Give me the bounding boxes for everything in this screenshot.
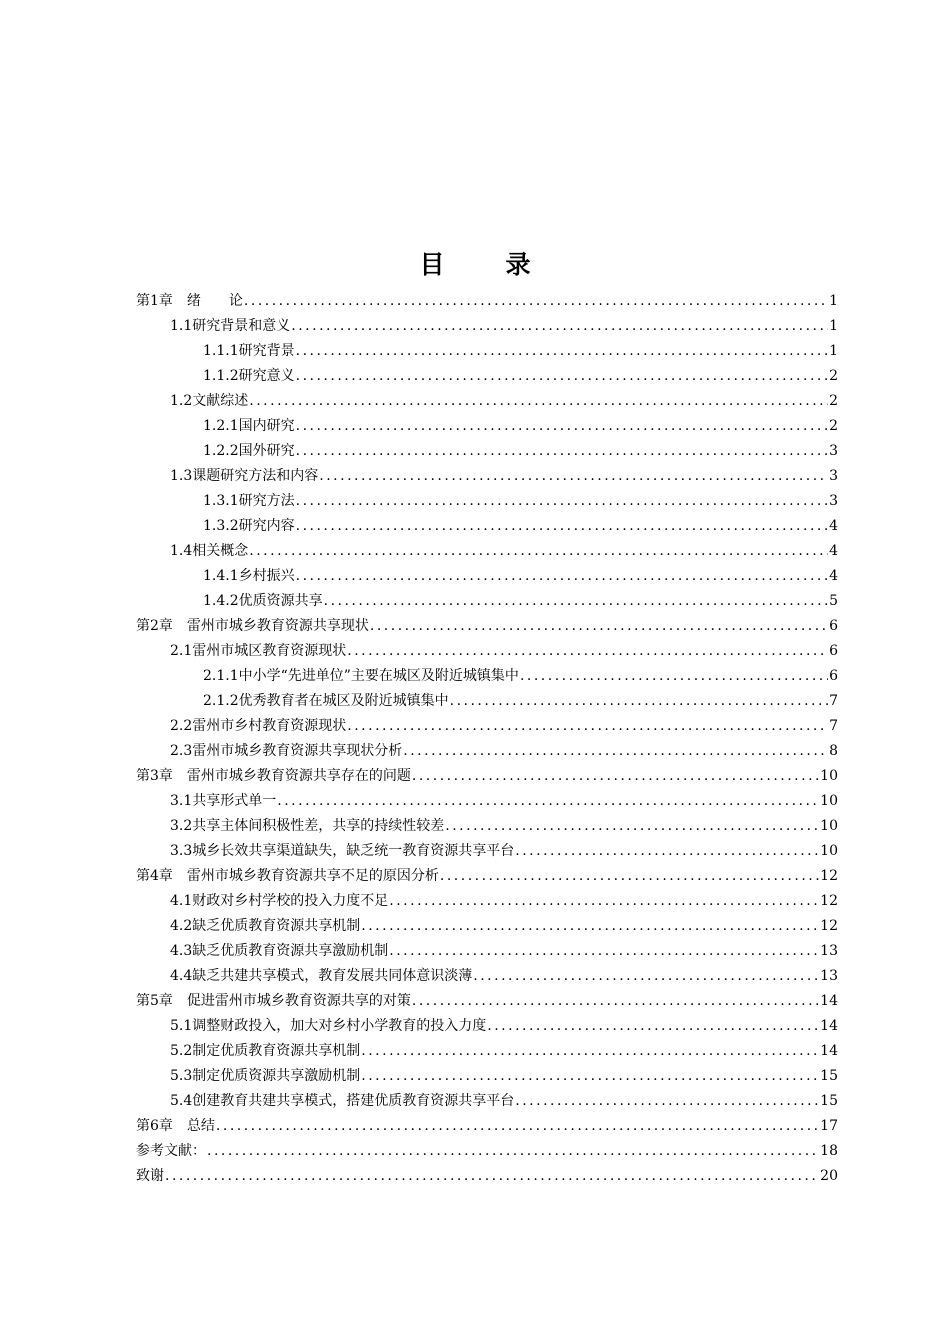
toc-entry-page-number: 2 (829, 418, 838, 434)
toc-dot-leader (515, 1089, 819, 1114)
toc-entry[interactable] (136, 889, 838, 914)
toc-entry[interactable] (136, 414, 838, 439)
toc-entry[interactable] (136, 1139, 838, 1164)
toc-entry-page-number: 18 (820, 1143, 838, 1159)
toc-entry-title: 4.2缺乏优质教育资源共享机制 (170, 918, 361, 934)
toc-entry-page-number: 3 (829, 443, 838, 459)
toc-entry-title: 参考文献： (136, 1143, 206, 1159)
toc-entry-title: 第6章 总结 (136, 1118, 215, 1134)
toc-entry-title: 致谢 (136, 1168, 164, 1184)
toc-dot-leader (515, 839, 819, 864)
toc-entry[interactable] (136, 464, 838, 489)
toc-entry-page-number: 10 (820, 818, 838, 834)
toc-entry-page-number: 12 (820, 868, 838, 884)
toc-dot-leader (277, 789, 819, 814)
toc-dot-leader (296, 439, 828, 464)
toc-entry-title: 2.1.2优秀教育者在城区及附近城镇集中 (203, 693, 449, 709)
toc-dot-leader (324, 589, 828, 614)
toc-entry-page-number: 6 (829, 643, 838, 659)
toc-dot-leader (165, 1164, 819, 1189)
toc-entry-title: 1.3.2研究内容 (203, 518, 295, 534)
toc-entry[interactable] (136, 1114, 838, 1139)
toc-entry-page-number: 17 (820, 1118, 838, 1134)
toc-entry[interactable] (136, 339, 838, 364)
toc-entry-page-number: 4 (829, 518, 838, 534)
toc-dot-leader (361, 1039, 819, 1064)
toc-dot-leader (389, 939, 819, 964)
toc-entry-title: 第4章 雷州市城乡教育资源共享不足的原因分析 (136, 868, 439, 884)
toc-entry-title: 4.4缺乏共建共享模式，教育发展共同体意识淡薄 (170, 968, 473, 984)
toc-entry-title: 5.4创建教育共建共享模式，搭建优质教育资源共享平台 (170, 1093, 515, 1109)
toc-entry-page-number: 6 (829, 668, 838, 684)
toc-dot-leader (412, 989, 819, 1014)
toc-entry[interactable] (136, 589, 838, 614)
toc-entry-page-number: 14 (820, 993, 838, 1009)
toc-dot-leader (347, 714, 828, 739)
toc-entry-page-number: 12 (820, 893, 838, 909)
toc-entry-page-number: 12 (820, 918, 838, 934)
toc-entry[interactable] (136, 689, 838, 714)
toc-entry-title: 4.1财政对乡村学校的投入力度不足 (170, 893, 389, 909)
toc-entry-page-number: 1 (829, 343, 838, 359)
page-title: 目 录 (419, 250, 549, 279)
toc-entry[interactable] (136, 614, 838, 639)
toc-entry-title: 2.3雷州市城乡教育资源共享现状分析 (170, 743, 403, 759)
toc-entry[interactable] (136, 1064, 838, 1089)
toc-dot-leader (244, 289, 828, 314)
toc-entry-title: 2.1.1中小学“先进单位”主要在城区及附近城镇集中 (203, 668, 519, 684)
toc-entry[interactable] (136, 714, 838, 739)
toc-entry-page-number: 3 (829, 493, 838, 509)
toc-dot-leader (361, 1064, 819, 1089)
toc-entry[interactable] (136, 964, 838, 989)
toc-entry-page-number: 14 (820, 1018, 838, 1034)
toc-entry[interactable] (136, 664, 838, 689)
toc-entry-title: 第1章 绪 论 (136, 293, 243, 309)
toc-entry-title: 5.2制定优质教育资源共享机制 (170, 1043, 361, 1059)
toc-entry-title: 1.4.1乡村振兴 (203, 568, 295, 584)
toc-dot-leader (296, 364, 828, 389)
toc-dot-leader (412, 764, 819, 789)
toc-entry-page-number: 4 (829, 568, 838, 584)
toc-dot-leader (296, 489, 828, 514)
toc-entry[interactable] (136, 764, 838, 789)
toc-dot-leader (296, 564, 828, 589)
toc-entry-title: 4.3缺乏优质教育资源共享激励机制 (170, 943, 389, 959)
toc-entry-page-number: 4 (829, 543, 838, 559)
toc-entry-page-number: 10 (820, 843, 838, 859)
toc-entry-title: 1.2.1国内研究 (203, 418, 295, 434)
toc-entry[interactable] (136, 914, 838, 939)
toc-entry-title: 1.2.2国外研究 (203, 443, 295, 459)
toc-entry-title: 3.2共享主体间积极性差，共享的持续性较差 (170, 818, 445, 834)
toc-entry-page-number: 7 (829, 718, 838, 734)
toc-dot-leader (207, 1139, 819, 1164)
toc-dot-leader (473, 964, 819, 989)
toc-dot-leader (249, 389, 828, 414)
toc-dot-leader (389, 889, 819, 914)
toc-entry-title: 第5章 促进雷州市城乡教育资源共享的对策 (136, 993, 411, 1009)
toc-entry-page-number: 20 (820, 1168, 838, 1184)
toc-entry[interactable] (136, 939, 838, 964)
toc-entry[interactable] (136, 389, 838, 414)
toc-dot-leader (403, 739, 828, 764)
toc-entry[interactable] (136, 1164, 838, 1189)
toc-entry[interactable] (136, 314, 838, 339)
toc-dot-leader (296, 514, 828, 539)
toc-entry-page-number: 15 (820, 1093, 838, 1109)
toc-entry-title: 2.1雷州市城区教育资源现状 (170, 643, 347, 659)
toc-entry-page-number: 7 (829, 693, 838, 709)
toc-entry-page-number: 13 (820, 968, 838, 984)
toc-entry-page-number: 5 (829, 593, 838, 609)
toc-entry-page-number: 14 (820, 1043, 838, 1059)
toc-entry-title: 2.2雷州市乡村教育资源现状 (170, 718, 347, 734)
toc-entry[interactable] (136, 289, 838, 314)
toc-entry-page-number: 2 (829, 368, 838, 384)
toc-entry[interactable] (136, 364, 838, 389)
toc-entry[interactable] (136, 1014, 838, 1039)
toc-entry-title: 1.4.2优质资源共享 (203, 593, 323, 609)
toc-entry-title: 1.3课题研究方法和内容 (170, 468, 319, 484)
toc-entry-page-number: 1 (829, 293, 838, 309)
toc-entry-page-number: 13 (820, 943, 838, 959)
toc-entry-title: 3.3城乡长效共享渠道缺失，缺乏统一教育资源共享平台 (170, 843, 515, 859)
toc-dot-leader (450, 689, 828, 714)
toc-entry-page-number: 2 (829, 393, 838, 409)
toc-entry[interactable] (136, 514, 838, 539)
toc-entry[interactable] (136, 789, 838, 814)
toc-entry-page-number: 1 (829, 318, 838, 334)
toc-dot-leader (347, 639, 828, 664)
toc-entry[interactable] (136, 864, 838, 889)
toc-dot-leader (487, 1014, 819, 1039)
toc-dot-leader (445, 814, 819, 839)
toc-dot-leader (520, 664, 828, 689)
toc-entry[interactable] (136, 539, 838, 564)
toc-entry-page-number: 8 (829, 743, 838, 759)
toc-entry[interactable] (136, 1039, 838, 1064)
toc-entry-title: 1.1研究背景和意义 (170, 318, 291, 334)
toc-dot-leader (296, 414, 828, 439)
toc-dot-leader (370, 614, 828, 639)
toc-entry[interactable] (136, 639, 838, 664)
toc-entry[interactable] (136, 564, 838, 589)
toc-entry[interactable] (136, 814, 838, 839)
toc-dot-leader (216, 1114, 819, 1139)
toc-entry-title: 1.3.1研究方法 (203, 493, 295, 509)
toc-entry[interactable] (136, 1089, 838, 1114)
toc-entry-title: 1.2文献综述 (170, 393, 249, 409)
toc-entry-title: 1.1.1研究背景 (203, 343, 295, 359)
toc-dot-leader (361, 914, 819, 939)
toc-entry-title: 1.4相关概念 (170, 543, 249, 559)
toc-entry[interactable] (136, 839, 838, 864)
toc-entry-page-number: 10 (820, 768, 838, 784)
toc-entry[interactable] (136, 489, 838, 514)
toc-entry-title: 第3章 雷州市城乡教育资源共享存在的问题 (136, 768, 411, 784)
toc-entry-title: 5.1调整财政投入，加大对乡村小学教育的投入力度 (170, 1018, 487, 1034)
toc-entry[interactable] (136, 439, 838, 464)
toc-dot-leader (440, 864, 819, 889)
toc-entry-page-number: 15 (820, 1068, 838, 1084)
toc-entry-title: 1.1.2研究意义 (203, 368, 295, 384)
toc-entry-page-number: 6 (829, 618, 838, 634)
toc-entry[interactable] (136, 739, 838, 764)
toc-dot-leader (291, 314, 828, 339)
toc-dot-leader (319, 464, 828, 489)
toc-dot-leader (249, 539, 828, 564)
table-of-contents (136, 289, 838, 1189)
toc-entry[interactable] (136, 989, 838, 1014)
toc-entry-title: 第2章 雷州市城乡教育资源共享现状 (136, 618, 369, 634)
toc-dot-leader (296, 339, 828, 364)
toc-entry-title: 5.3制定优质资源共享激励机制 (170, 1068, 361, 1084)
toc-entry-page-number: 3 (829, 468, 838, 484)
toc-entry-title: 3.1共享形式单一 (170, 793, 277, 809)
toc-entry-page-number: 10 (820, 793, 838, 809)
